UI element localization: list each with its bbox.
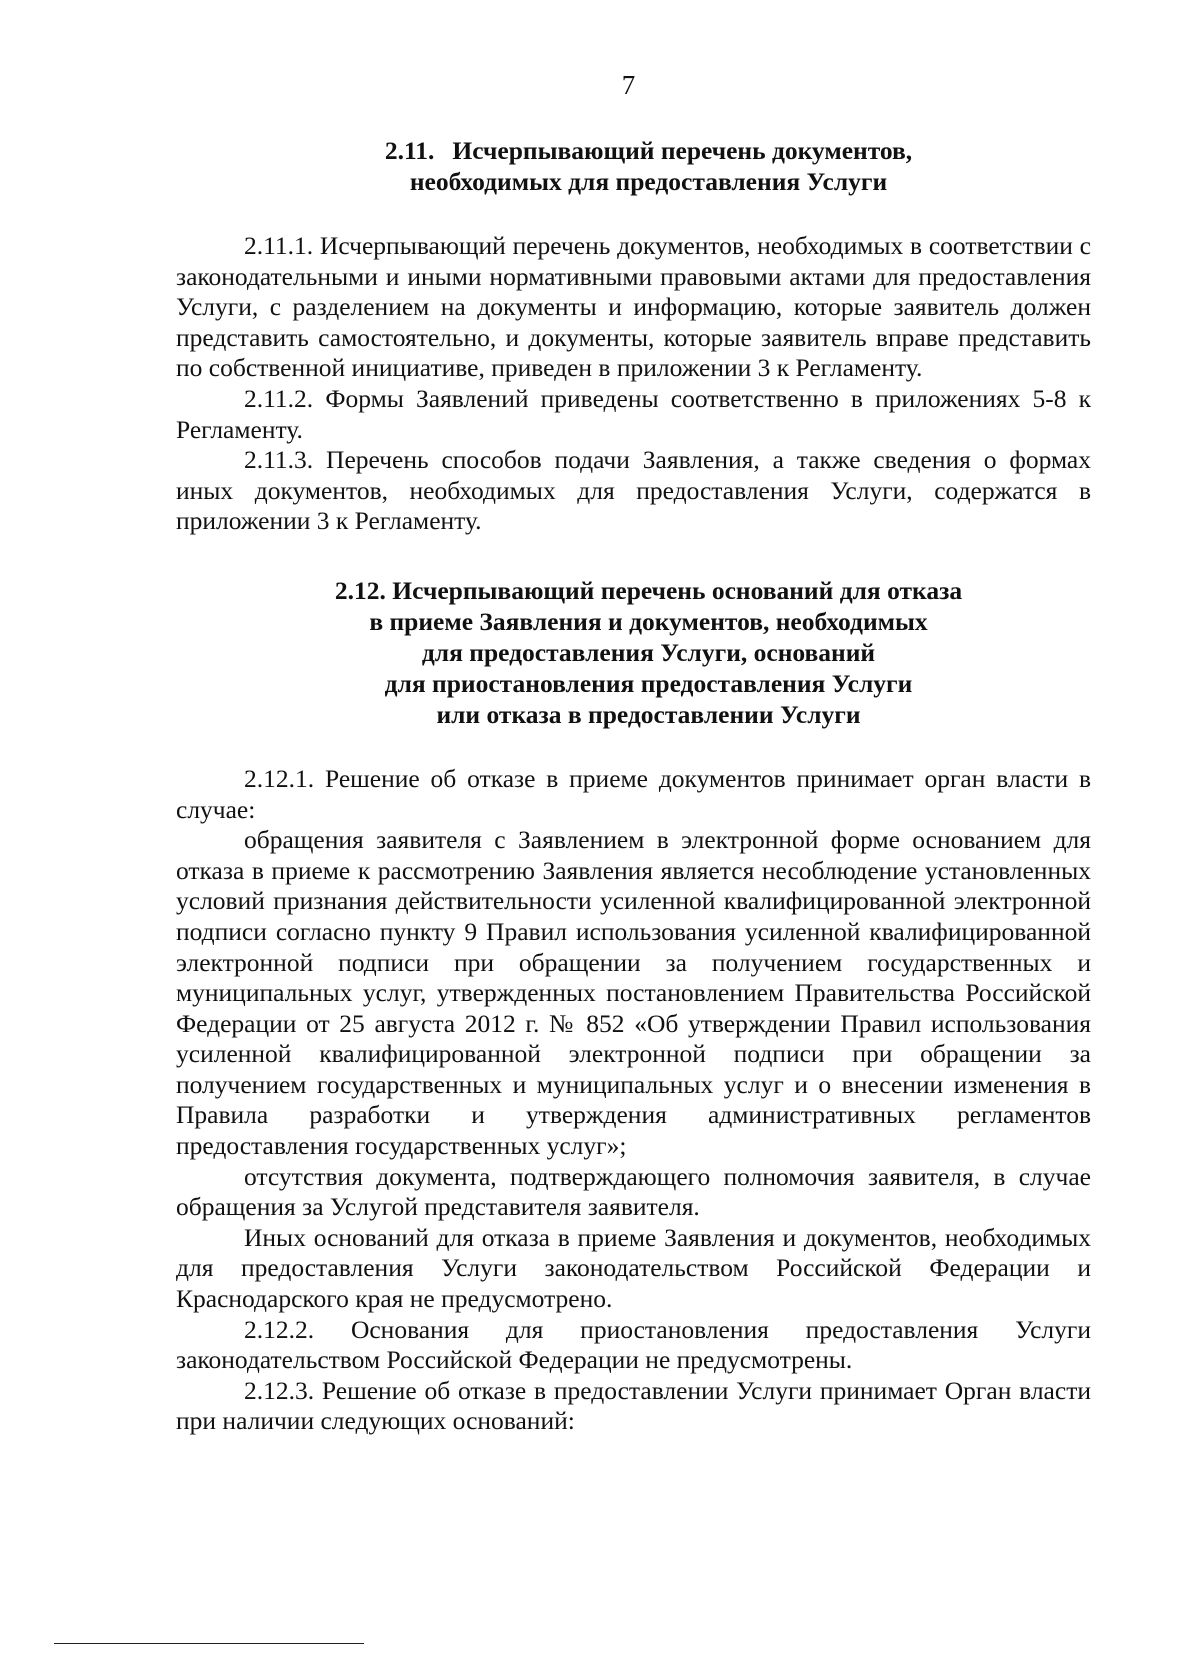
footnote-separator	[54, 1643, 364, 1644]
paragraph-no-other-grounds: Иных оснований для отказа в приеме Заявления и документов, необходимых для предоставления Услуги законодательством Российской Федерации и Краснодарского края не предусмотрено.	[176, 1222, 1091, 1314]
paragraph-2-11-1: 2.11.1. Исчерпывающий перечень документов, необходимых в соответствии с законодательными и иными нормативными правовыми актами для предоставления Услуги, с разделением на документы и информацию, которые заявитель должен представить самостоятельно, и документы, которые заявитель вправе представить по собственной инициативе, приведен в приложении 3 к Регламенту.	[176, 231, 1091, 383]
section-body-2-11	[176, 231, 1091, 537]
paragraph-2-11-2: 2.11.2. Формы Заявлений приведены соответственно в приложениях 5-8 к Регламенту.	[176, 383, 1091, 444]
section-title-line-5: или отказа в предоставлении Услуги	[436, 699, 861, 729]
paragraph-representative: отсутствия документа, подтверждающего полномочия заявителя, в случае обращения за Услугой представителя заявителя.	[176, 1161, 1091, 1222]
paragraph-electronic-signature: обращения заявителя с Заявлением в электронной форме основанием для отказа в приеме к рассмотрению Заявления является несоблюдение установленных условий признания действительности усиленной квалифицированной электронной подписи согласно пункту 9 Правил использования усиленной квалифицированной электронной подписи при обращении за получением государственных и муниципальных услуг, утвержденных постановлением Правительства Российской Федерации от 25 августа 2012 г. № 852 «Об утверждении Правил использования усиленной квалифицированной электронной подписи при обращении за получением государственных и муниципальных услуг и о внесении изменения в Правила разработки и утверждения административных регламентов предоставления государственных услуг»;	[176, 825, 1091, 1161]
paragraph-2-12-1: 2.12.1. Решение об отказе в приеме документов принимает орган власти в случае:	[176, 763, 1091, 824]
paragraph-2-12-2: 2.12.2. Основания для приостановления предоставления Услуги законодательством Российской Федерации не предусмотрены.	[176, 1314, 1091, 1375]
section-body-2-12	[176, 764, 1091, 1437]
section-title-line-1: 2.12. Исчерпывающий перечень оснований для отказа	[334, 575, 963, 605]
section-title-line-1: Исчерпывающий перечень документов,	[452, 136, 913, 165]
section-title-line-2: необходимых для предоставления Услуги	[409, 167, 888, 196]
section-title-line-3: для предоставления Услуги, оснований	[421, 637, 876, 667]
paragraph-2-11-3: 2.11.3. Перечень способов подачи Заявления, а также сведения о формах иных документов, необходимых для предоставления Услуги, содержатся в приложении 3 к Регламенту.	[176, 445, 1091, 536]
section-title-line-2: в приеме Заявления и документов, необходимых	[369, 606, 928, 636]
document-page	[176, 72, 1091, 1437]
paragraph-2-12-3: 2.12.3. Решение об отказе в предоставлении Услуги принимает Орган власти при наличии следующих оснований:	[176, 1375, 1091, 1436]
section-heading-2-11	[176, 135, 1091, 197]
page-number: 7	[621, 70, 636, 100]
section-title-line-4: для приостановления предоставления Услуги	[384, 668, 913, 698]
section-number: 2.11.	[384, 136, 435, 165]
section-heading-2-12	[176, 575, 1091, 730]
